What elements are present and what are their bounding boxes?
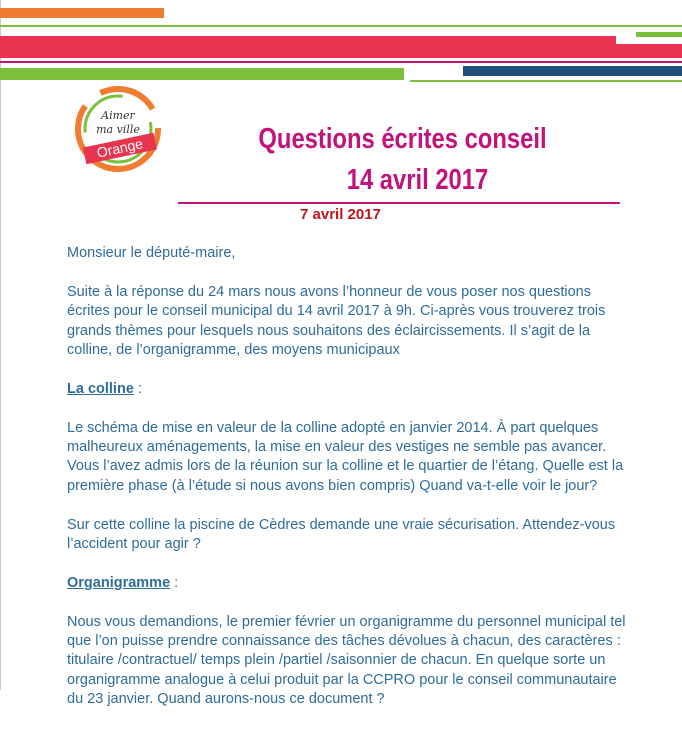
section1-colon: :: [133, 380, 142, 397]
navy-stripe: [463, 66, 682, 76]
greeting: Monsieur le député-maire,: [67, 245, 236, 261]
letter-body: [67, 244, 627, 729]
organigramme-paragraph-1: Nous vous demandions, le premier février un organigramme du personnel municipal tel que l’on puisse prendre connaissance des tâches dévolues à chacun, des caractères : titulaire /contractuel/ temps plein /partiel /saisonnier de chacun. En quelque sorte un organigramme analogue à celui produit par la CCPRO pour le conseil communautaire du 23 janvier. Quand aurons-nous ce document ?: [67, 613, 626, 708]
page-title-line2: 14 avril 2017: [346, 164, 489, 196]
magenta-thin-stripe: [0, 61, 682, 63]
green-stripe-right-upper: [636, 32, 682, 37]
title-divider: [178, 202, 620, 204]
red-main-stripe: [0, 36, 616, 58]
page-title-line1: Questions écrites conseil: [258, 123, 547, 155]
orange-stripe: [0, 8, 164, 18]
intro-paragraph: Suite à la réponse du 24 mars nous avons l’honneur de vous poser nos questions écrites pour le conseil municipal du 14 avril 2017 à 9h. Ci-après vous trouverez trois grands thèmes pour lesquels nous souhaitons des éclaircissements. Il s’agit de la colline, de l’organigramme, des moyens municipaux: [67, 283, 606, 359]
colline-paragraph-2: Sur cette colline la piscine de Cèdres demande une vraie sécurisation. Attendez-vous l’accident pour agir ?: [67, 516, 616, 553]
green-thin-stripe-bottom: [410, 80, 682, 82]
aimer-ma-ville-orange-logo: [70, 83, 168, 181]
section-heading-organigramme: [67, 574, 627, 593]
section2-title: Organigramme: [67, 574, 171, 591]
logo-ribbon-text: Orange: [95, 135, 145, 161]
red-stripe-right: [540, 44, 682, 58]
document-date: 7 avril 2017: [300, 206, 381, 223]
section2-colon: :: [170, 574, 179, 591]
page-left-border: [0, 0, 1, 690]
logo-line1: Aimer: [101, 109, 135, 122]
logo-line2: ma ville: [96, 123, 140, 136]
section-heading-colline: [67, 380, 627, 399]
green-main-stripe: [0, 68, 404, 80]
colline-paragraph-1: Le schéma de mise en valeur de la colline adopté en janvier 2014. À part quelques malheureux aménagements, la mise en valeur des vestiges ne semble pas avancer. Vous l’avez admis lors de la réunion sur la colline et le quartier de l’étang. Quelle est la première phase (à l’étude si nous avons bien compris) Quand va-t-elle voir le jour?: [67, 419, 624, 494]
section1-title: La colline: [67, 380, 134, 397]
green-thin-stripe-top: [0, 25, 682, 27]
